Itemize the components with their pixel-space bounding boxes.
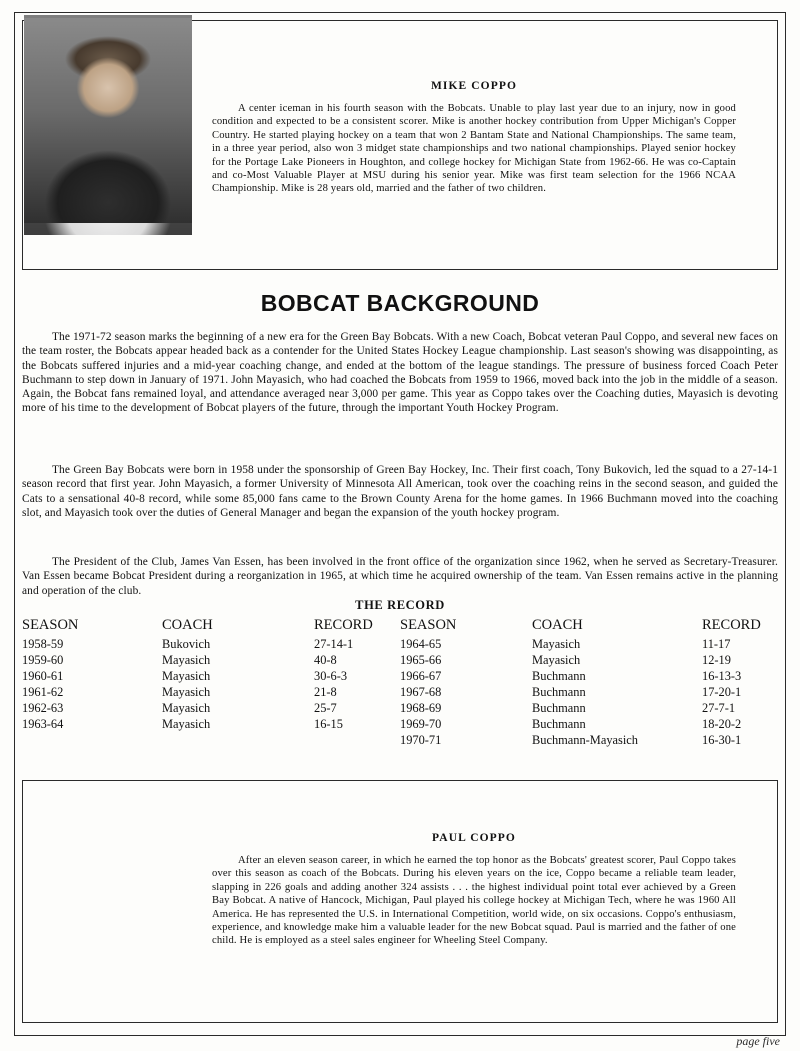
paragraph-text: The Green Bay Bobcats were born in 1958 under the sponsorship of Green Bay Hockey, Inc. Their first coach, Tony Bukovich, led the squad to a 27-14-1 season record that first year. John Mayasich, a former University of Minnesota All American, took over the coaching reins in the second season, and guided the Cats to a sensational 40-8 record, while some 85,000 fans came to the Brown County Arena for the home games. In 1966 Buchmann moved into the coaching slot, and Mayasich took over the duties of General Manager and began the expansion of the youth hockey program.	[22, 464, 778, 519]
cell-record: 11-17	[702, 637, 731, 651]
table-row	[22, 685, 400, 701]
column-header-record: RECORD	[314, 617, 373, 633]
cell-season: 1958-59	[22, 637, 64, 651]
column-header-coach: COACH	[162, 617, 213, 633]
table-row	[22, 701, 400, 717]
mike-coppo-bio-block	[212, 80, 736, 196]
cell-record: 12-19	[702, 653, 731, 667]
portrait-image	[24, 18, 192, 223]
page-title: BOBCAT BACKGROUND	[260, 290, 540, 316]
cell-coach: Buchmann-Mayasich	[532, 733, 638, 747]
cell-coach: Mayasich	[162, 717, 211, 731]
cell-coach: Buchmann	[532, 717, 586, 731]
table-row	[400, 637, 778, 653]
cell-coach: Mayasich	[162, 701, 211, 715]
cell-record: 21-8	[314, 685, 337, 699]
table-row	[22, 669, 400, 685]
table-row	[400, 685, 778, 701]
cell-coach: Mayasich	[532, 637, 581, 651]
cell-coach: Mayasich	[532, 653, 581, 667]
table-header-row	[400, 617, 778, 637]
record-tables	[22, 617, 778, 749]
cell-coach: Buchmann	[532, 685, 586, 699]
cell-season: 1960-61	[22, 669, 64, 683]
table-header-row	[22, 617, 400, 637]
cell-record: 30-6-3	[314, 669, 348, 683]
table-row	[22, 717, 400, 733]
paul-coppo-bio-block	[212, 832, 736, 948]
column-header-season: SEASON	[22, 617, 79, 633]
table-row	[22, 637, 400, 653]
record-table-left	[22, 617, 400, 733]
cell-season: 1966-67	[400, 669, 442, 683]
record-table-left-wrap	[22, 617, 400, 749]
column-header-coach: COACH	[532, 617, 583, 633]
cell-season: 1967-68	[400, 685, 442, 699]
table-row	[400, 701, 778, 717]
player-bio-text: After an eleven season career, in which he earned the top honor as the Bobcats' greatest scorer, Paul Coppo takes over this season as coach of the Bobcats. During his eleven years on the ice, Coppo became a reliable team leader, slapping in 226 goals and adding another 324 assists . . . the highest individual point total ever achieved by a Green Bay Bobcat. A native of Hancock, Michigan, Paul played his college hockey at Michigan Tech, where he was 1960 All America. He has represented the U.S. in International Competition, world wide, on six occasions. Coppo's enthusiasm, experience, and knowledge make him a valuable leader for the new Bobcat squad. Paul is married and the father of one child. He is employed as a steel sales engineer for Wheeling Steel Company.	[212, 855, 736, 947]
cell-coach: Mayasich	[162, 653, 211, 667]
cell-coach: Mayasich	[162, 685, 211, 699]
cell-season: 1964-65	[400, 637, 442, 651]
cell-season: 1963-64	[22, 717, 64, 731]
cell-record: 27-14-1	[314, 637, 354, 651]
cell-coach: Buchmann	[532, 701, 586, 715]
cell-season: 1968-69	[400, 701, 442, 715]
background-paragraph-1	[22, 330, 778, 425]
column-header-record: RECORD	[702, 617, 761, 633]
cell-record: 16-30-1	[702, 733, 742, 747]
page-footer: page five	[736, 1034, 780, 1048]
cell-season: 1970-71	[400, 733, 442, 747]
cell-season: 1959-60	[22, 653, 64, 667]
cell-record: 18-20-2	[702, 717, 742, 731]
table-row	[400, 717, 778, 733]
cell-season: 1962-63	[22, 701, 64, 715]
background-paragraph-2	[22, 463, 778, 529]
record-section-title: THE RECORD	[355, 598, 445, 612]
cell-season: 1965-66	[400, 653, 442, 667]
table-row	[400, 669, 778, 685]
record-table-right-wrap	[400, 617, 778, 749]
cell-record: 16-13-3	[702, 669, 742, 683]
player-bio-text: A center iceman in his fourth season with the Bobcats. Unable to play last year due to an injury, now in good condition and expected to be a consistent scorer. Mike is another hockey contribution from Upper Michigan's Copper Country. He started playing hockey on a team that won 2 Bantam State and National Championships. The same team, in a three year period, also won 3 midget state championships and two national championships. Played senior hockey for the Portage Lake Pioneers in Houghton, and college hockey for Michigan State from 1962-66. He was co-Captain and co-Most Valuable Player at MSU during his senior year. Mike was first team selection for the 1966 NCAA Championship. Mike is 28 years old, married and the father of two children.	[212, 103, 736, 195]
cell-coach: Bukovich	[162, 637, 211, 651]
paragraph-text: The President of the Club, James Van Essen, has been involved in the front office of the organization since 1962, when he served as Secretary-Treasurer. Van Essen became Bobcat President during a reorganization in 1965, at which time he acquired ownership of the team. Van Essen remains active in the planning and operation of the club.	[22, 556, 778, 597]
column-header-season: SEASON	[400, 617, 457, 633]
cell-coach: Mayasich	[162, 669, 211, 683]
cell-record: 27-7-1	[702, 701, 736, 715]
table-row	[400, 733, 778, 749]
player-name: MIKE COPPO	[430, 80, 518, 92]
cell-record: 16-15	[314, 717, 343, 731]
cell-record: 17-20-1	[702, 685, 742, 699]
cell-season: 1969-70	[400, 717, 442, 731]
paul-coppo-photo	[24, 18, 192, 223]
paragraph-text: The 1971-72 season marks the beginning of a new era for the Green Bay Bobcats. With a new Coach, Bobcat veteran Paul Coppo, and several new faces on the team roster, the Bobcats appear headed back as a contender for the United States Hockey League championship. Last season's showing was disappointing, as the Bobcats suffered injuries and a mid-year coaching change, and ended at the bottom of the league standings. The pressure of business forced Coach Peter Buchmann to step down in January of 1971. John Mayasich, who had coached the Bobcats from 1959 to 1966, moved back into the job in the middle of a season. Again, the Bobcat fans remained loyal, and attendance averaged near 3,000 per game. This year as Coppo takes over the Coaching duties, Mayasich is devoting more of his time to the development of Bobcat players of the future, through the important Youth Hockey Program.	[22, 331, 778, 415]
cell-season: 1961-62	[22, 685, 64, 699]
cell-coach: Buchmann	[532, 669, 586, 683]
cell-record: 25-7	[314, 701, 337, 715]
table-row	[400, 653, 778, 669]
player-name: PAUL COPPO	[432, 832, 516, 844]
record-table-right	[400, 617, 778, 749]
table-row	[22, 653, 400, 669]
cell-record: 40-8	[314, 653, 337, 667]
